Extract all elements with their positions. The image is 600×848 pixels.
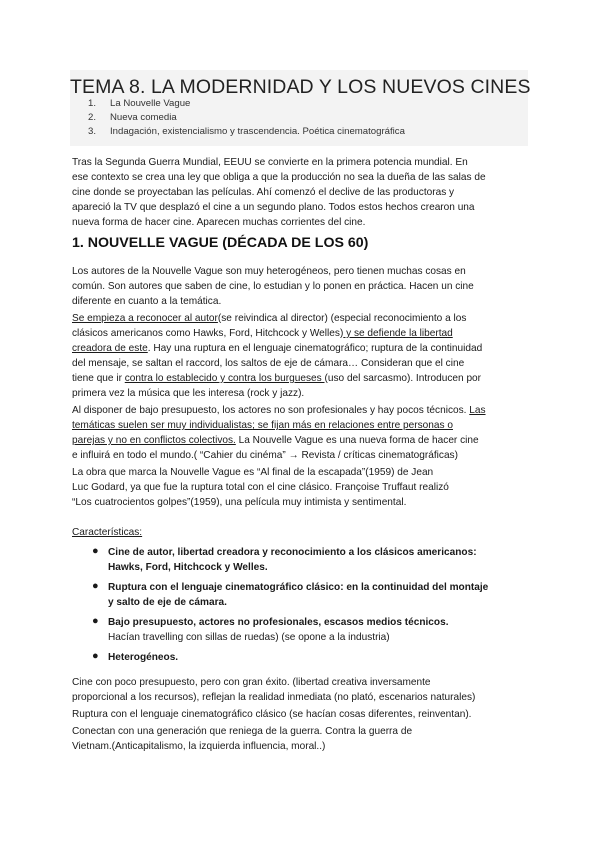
- paragraph-line: Ruptura con el lenguaje cinematográfico clásico (se hacían cosas diferentes, reinventan).: [72, 709, 472, 720]
- bullet-icon: ●: [92, 580, 99, 592]
- paragraph-line: tiene que ir contra lo establecido y contra los burgueses (uso del sarcasmo). Introducen por: [72, 373, 482, 384]
- bullet-icon: ●: [92, 650, 99, 662]
- paragraph-line: “Los cuatrocientos golpes”(1959), una película muy intimista y sentimental.: [72, 497, 407, 508]
- list-item: Heterogéneos.: [108, 652, 179, 663]
- intro-line: apareció la TV que desplazó el cine a un segundo plano. Todos estos hechos crearon una: [72, 202, 475, 213]
- document-title: TEMA 8. LA MODERNIDAD Y LOS NUEVOS CINES: [70, 76, 531, 98]
- list-item: Cine de autor, libertad creadora y reconocimiento a los clásicos americanos:: [108, 547, 477, 558]
- paragraph-line: La obra que marca la Nouvelle Vague es “Al final de la escapada”(1959) de Jean: [72, 467, 434, 478]
- paragraph-line: primera vez la música que les interesa (rock y jazz).: [72, 388, 305, 399]
- paragraph-line: diferente en cuanto a la temática.: [72, 296, 222, 307]
- paragraph-line: e influirá en todo el mundo.( “Cahier du cinéma” → Revista / críticas cinematográficas): [72, 450, 458, 461]
- section-heading: 1. NOUVELLE VAGUE (DÉCADA DE LOS 60): [72, 235, 369, 251]
- paragraph-line: Vietnam.(Anticapitalismo, la izquierda influencia, moral..): [72, 741, 326, 752]
- list-item: Hawks, Ford, Hitchcock y Welles.: [108, 562, 268, 573]
- paragraph-line: del mensaje, se saltan el raccord, los saltos de eje de cámara… Consideran que el cine: [72, 358, 465, 369]
- list-item: Hacían travelling con sillas de ruedas) (se opone a la industria): [108, 632, 390, 643]
- paragraph-line: común. Son autores que saben de cine, lo estudian y lo ponen en práctica. Hacen un cine: [72, 281, 474, 292]
- intro-line: Tras la Segunda Guerra Mundial, EEUU se convierte en la primera potencia mundial. En: [72, 157, 468, 168]
- list-item: Ruptura con el lenguaje cinematográfico clásico: en la continuidad del montaje: [108, 582, 489, 593]
- paragraph-line: parejas y no en conflictos colectivos. La Nouvelle Vague es una nueva forma de hacer cine: [72, 435, 479, 446]
- paragraph-line: Luc Godard, ya que fue la ruptura total con el cine clásico. Françoise Truffaut realizó: [72, 482, 449, 493]
- intro-line: cine donde se proyectaban las películas. Ahí comenzó el declive de las productoras y: [72, 187, 455, 198]
- paragraph-line: creadora de este. Hay una ruptura en el lenguaje cinematográfico; ruptura de la continuidad: [72, 343, 483, 354]
- intro-line: nueva forma de hacer cine. Aparecen muchas corrientes del cine.: [72, 217, 366, 228]
- paragraph-line: Los autores de la Nouvelle Vague son muy heterogéneos, pero tienen muchas cosas en: [72, 266, 466, 277]
- paragraph-line: Cine con poco presupuesto, pero con gran éxito. (libertad creativa inversamente: [72, 677, 431, 688]
- paragraph-line: proporcional a los recursos), reflejan la realidad inmediata (no plató, escenarios naturales): [72, 692, 476, 703]
- paragraph-line: temáticas suelen ser muy individualistas; se fijan más en relaciones entre personas o: [72, 420, 453, 431]
- toc-item: 2. Nueva comedia: [88, 112, 177, 123]
- list-item: Bajo presupuesto, actores no profesionales, escasos medios técnicos.: [108, 617, 449, 628]
- characteristics-label: Características:: [72, 527, 143, 538]
- intro-line: ese contexto se crea una ley que obliga a que la producción no sea la dueña de las salas de: [72, 172, 486, 183]
- list-item: y salto de eje de cámara.: [108, 597, 227, 608]
- paragraph-line: Al disponer de bajo presupuesto, los actores no son profesionales y hay pocos técnicos. Las: [72, 405, 486, 416]
- paragraph-line: Se empieza a reconocer al autor(se reivindica al director) (especial reconocimiento a los: [72, 313, 467, 324]
- paragraph-line: clásicos americanos como Hawks, Ford, Hitchcock y Welles) y se defiende la libertad: [72, 328, 453, 339]
- paragraph-line: Conectan con una generación que reniega de la guerra. Contra la guerra de: [72, 726, 413, 737]
- table-of-contents: [88, 97, 405, 139]
- toc-item: 3. Indagación, existencialismo y trascendencia. Poética cinematográfica: [88, 126, 405, 137]
- bullet-icon: ●: [92, 545, 99, 557]
- toc-item: 1. La Nouvelle Vague: [88, 98, 191, 109]
- bullet-icon: ●: [92, 615, 99, 627]
- title-block: [70, 70, 531, 146]
